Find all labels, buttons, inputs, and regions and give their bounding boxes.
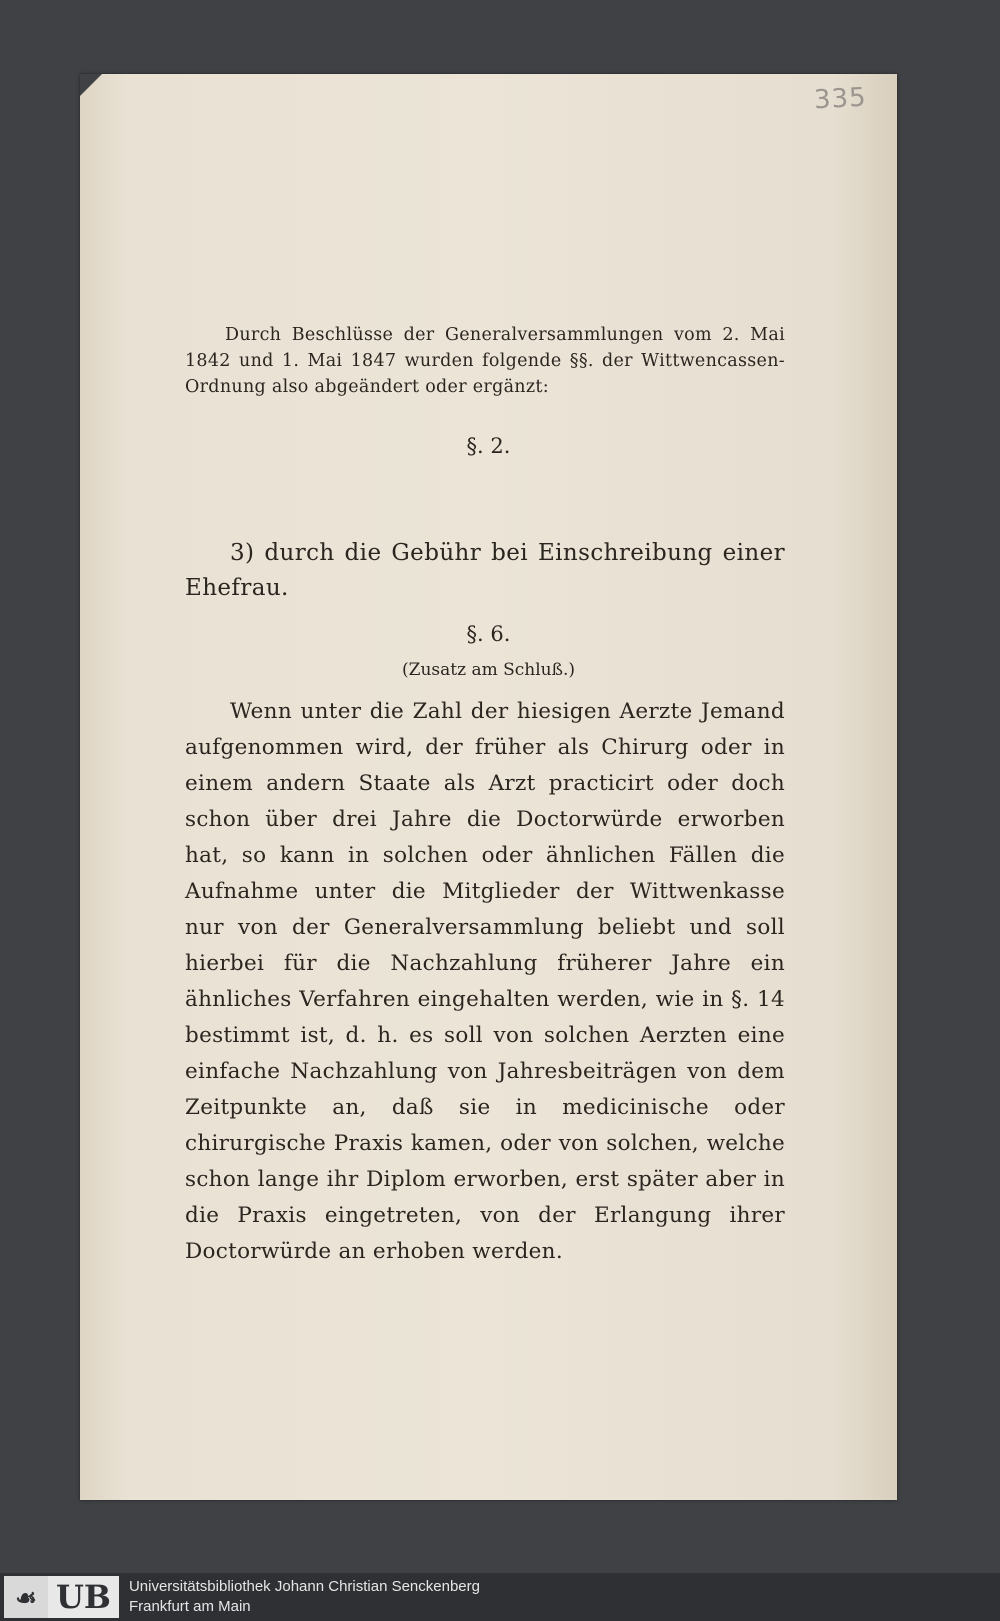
library-name	[129, 1577, 480, 1617]
senckenberg-emblem-icon: ☙	[4, 1576, 48, 1618]
library-name-line1: Universitätsbibliothek Johann Christian Senckenberg	[128, 1578, 480, 1595]
logo-text: UB	[48, 1576, 119, 1618]
section-heading-2: §. 2.	[466, 434, 511, 458]
page-corner-fold	[80, 74, 102, 96]
library-name-line2: Frankfurt am Main	[128, 1598, 251, 1615]
library-footer	[0, 1573, 1000, 1621]
section-heading-6: §. 6.	[466, 622, 511, 646]
section-6-text: Wenn unter die Zahl der hiesigen Aerzte Jemand aufgenommen wird, der früher als Chirurg oder in einem andern Staate als Arzt practicirt oder doch schon über drei Jahre die Doctorwürde erworben hat, so kann in solchen oder ähnlichen Fällen die Aufnahme unter die Mitglieder der Wittwenkasse nur von der Generalversammlung beliebt und soll hierbei für die Nachzahlung früherer Jahre ein ähnliches Verfahren eingehalten werden, wie in §. 14 bestimmt ist, d. h. es soll von solchen Aerzten eine einfache Nachzahlung von Jahresbeiträgen von dem Zeitpunkte an, daß sie in medicinische oder chirurgische Praxis kamen, oder von solchen, welche schon lange ihr Diplom erworben, erst später aber in die Praxis eingetreten, von der Erlangung ihrer Doctorwürde an erhoben werden.	[185, 699, 785, 1264]
page-number-annotation: 335	[813, 82, 868, 116]
section-6-note: (Zusatz am Schluß.)	[402, 660, 575, 680]
document-page	[80, 74, 897, 1500]
intro-paragraph: Durch Beschlüsse der Generalversammlungen vom 2. Mai 1842 und 1. Mai 1847 wurden folgende §§. der Wittwencassen-Ordnung also abgeändert oder ergänzt:	[185, 325, 785, 397]
section-2-text: 3) durch die Gebühr bei Einschreibung einer Ehefrau.	[185, 540, 785, 601]
library-logo[interactable]	[4, 1576, 119, 1618]
